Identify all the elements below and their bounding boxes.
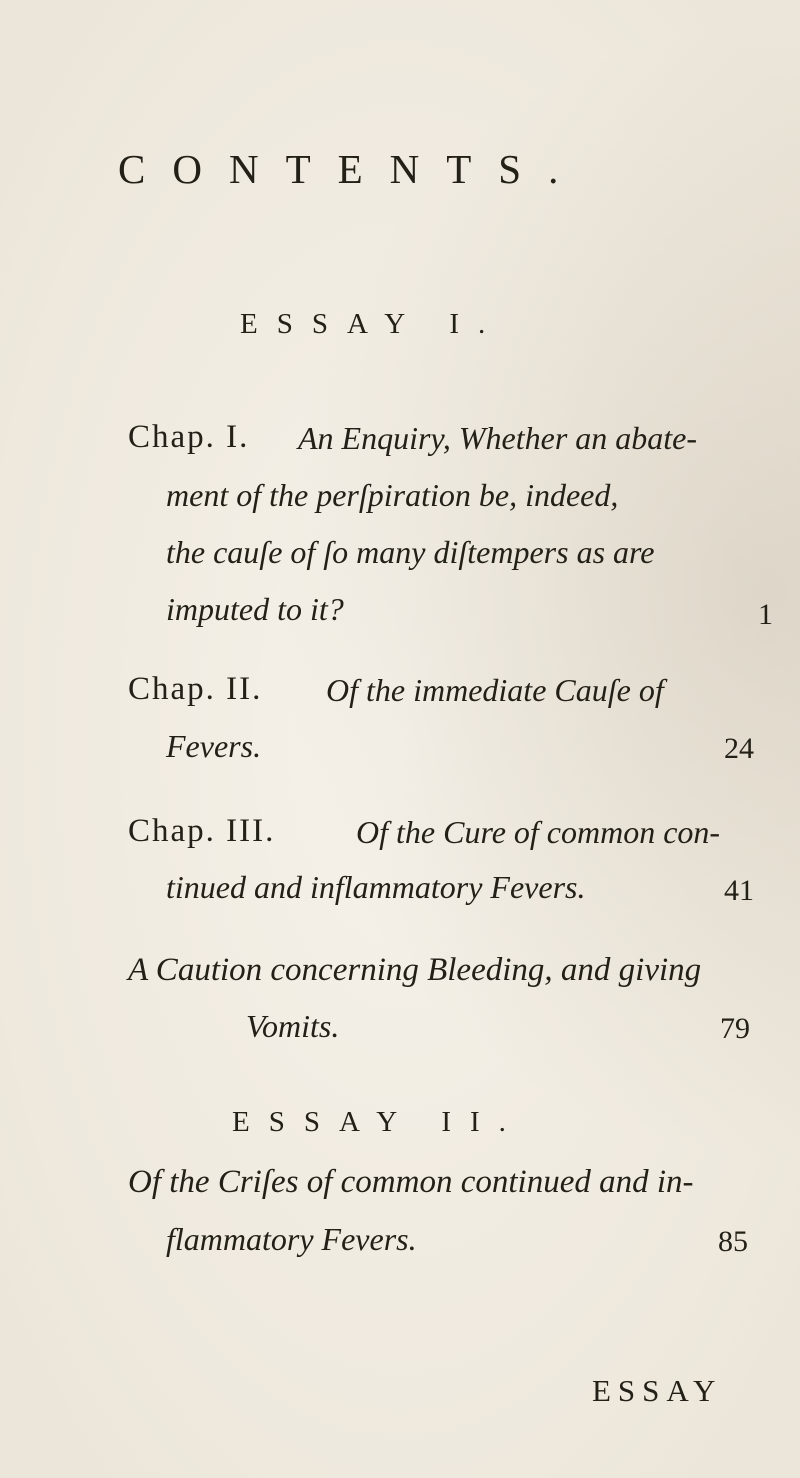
caution-page-number: 79 (720, 1012, 750, 1045)
chap-1-line-4: imputed to it? (166, 591, 344, 627)
caution-line-1: A Caution concerning Bleeding, and giving (128, 952, 702, 988)
chap-2-line-1: Of the immediate Cauſe of (326, 672, 664, 708)
chap-1-page-number: 1 (758, 598, 773, 631)
chap-3-label: Chap. III. (128, 813, 276, 849)
chap-3-line-1: Of the Cure of common con- (356, 814, 721, 850)
essay-2-heading: ESSAY II. (232, 1106, 525, 1138)
chap-2-line-2: Fevers. (166, 728, 262, 764)
chap-3-page-number: 41 (724, 874, 754, 907)
crises-line-2: flammatory Fevers. (166, 1221, 417, 1257)
chap-1-label: Chap. I. (128, 419, 250, 455)
chap-2-page-number: 24 (724, 732, 754, 765)
crises-page-number: 85 (718, 1225, 748, 1258)
chap-2-label: Chap. II. (128, 671, 263, 707)
catchword: ESSAY (592, 1373, 723, 1408)
chap-1-line-3: the cauſe of ſo many diſtempers as are (166, 534, 655, 570)
chap-3-line-2: tinued and inflammatory Fevers. (166, 869, 586, 905)
chap-1-line-2: ment of the perſpiration be, indeed, (166, 477, 619, 513)
essay-1-heading: ESSAY I. (240, 308, 505, 340)
page-title: CONTENTS. (118, 146, 586, 192)
crises-line-1: Of the Criſes of common continued and in- (128, 1164, 694, 1200)
chap-1-line-1: An Enquiry, Whether an abate- (298, 420, 698, 456)
caution-line-2: Vomits. (246, 1008, 340, 1044)
